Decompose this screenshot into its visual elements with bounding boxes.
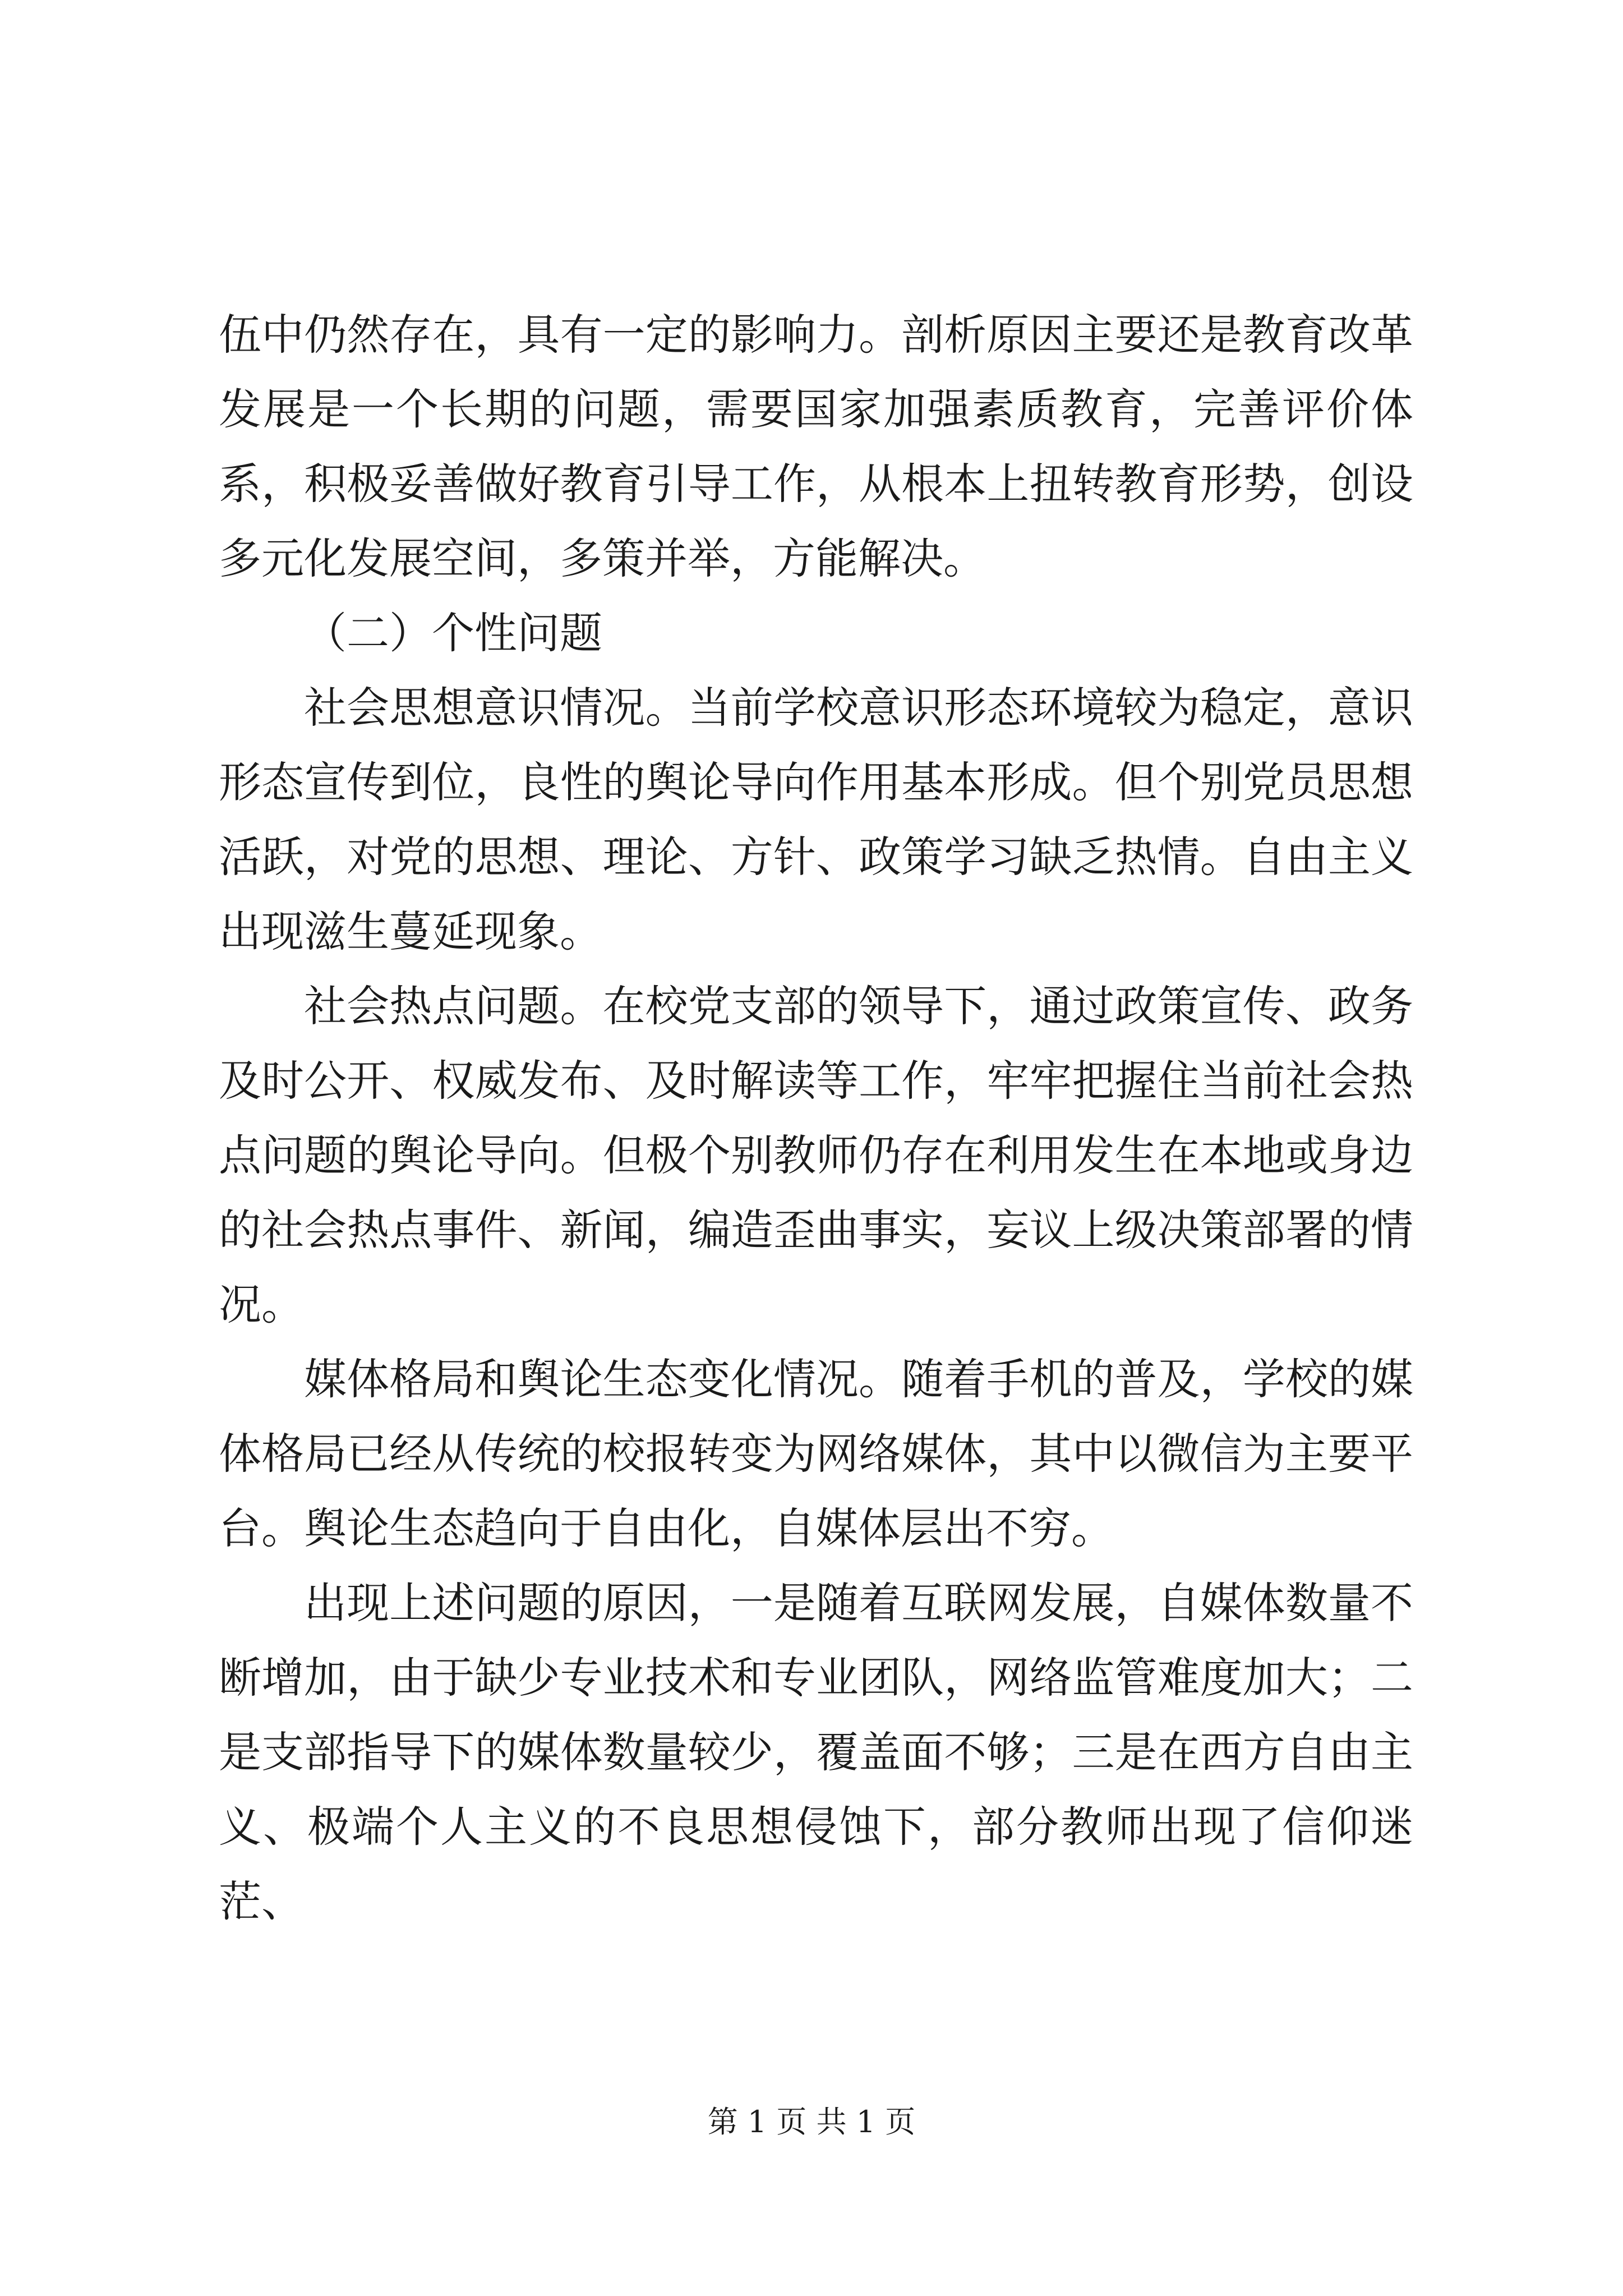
paragraph-hot-issues: 社会热点问题。在校党支部的领导下，通过政策宣传、政务及时公开、权威发布、及时解读等工作，牢牢把握住当前社会热点问题的舆论导向。但极个别教师仍存在利用发生在本地或身边的社会热点事件、新闻，编造歪曲事实，妄议上级决策部署的情况。 — [219, 981, 1413, 1329]
paragraph-causes: 出现上述问题的原因，一是随着互联网发展，自媒体数量不断增加，由于缺少专业技术和专业团队，网络监管难度加大；二是支部指导下的媒体数量较少，覆盖面不够；三是在西方自由主义、极端个人主义的不良思想侵蚀下，部分教师出现了信仰迷茫、 — [219, 1578, 1413, 1926]
page-footer: 第 1 页 共 1 页 — [707, 2104, 916, 2139]
paragraph-continuation: 伍中仍然存在，具有一定的影响力。剖析原因主要还是教育改革发展是一个长期的问题，需要国家加强素质教育，完善评价体系，积极妥善做好教育引导工作，从根本上扭转教育形势，创设多元化发展空间，多策并举，方能解决。 — [219, 310, 1413, 583]
paragraph-media: 媒体格局和舆论生态变化情况。随着手机的普及，学校的媒体格局已经从传统的校报转变为网络媒体，其中以微信为主要平台。舆论生态趋向于自由化，自媒体层出不穷。 — [219, 1354, 1413, 1553]
document-body — [219, 297, 1413, 1939]
paragraph-ideology: 社会思想意识情况。当前学校意识形态环境较为稳定，意识形态宣传到位，良性的舆论导向作用基本形成。但个别党员思想活跃，对党的思想、理论、方针、政策学习缺乏热情。自由主义出现滋生蔓延现象。 — [219, 683, 1413, 956]
section-heading: （二）个性问题 — [304, 608, 602, 658]
